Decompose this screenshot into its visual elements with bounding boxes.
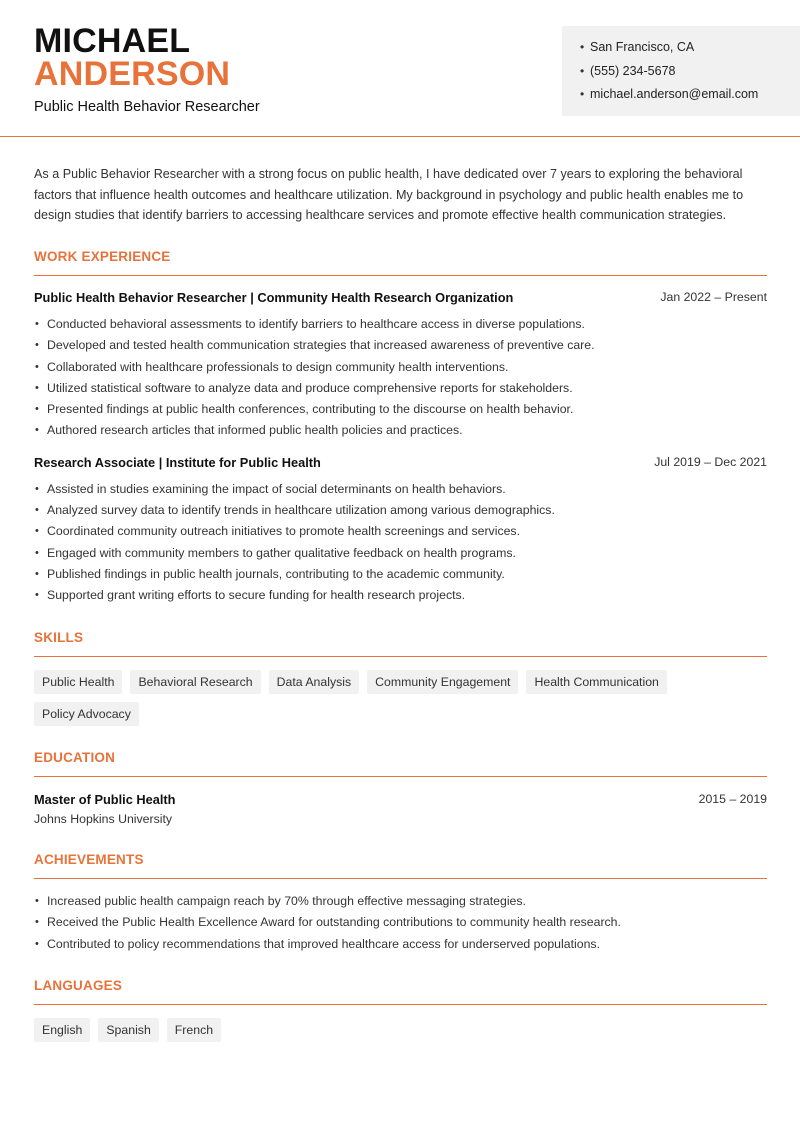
section-title: WORK EXPERIENCE (34, 249, 767, 276)
list-item: • Authored research articles that informed public health policies and practices. (34, 422, 767, 443)
school: Johns Hopkins University (34, 812, 173, 826)
skill-tag: Community Engagement (367, 670, 518, 694)
job-header (34, 290, 767, 316)
first-name: MICHAEL (34, 22, 191, 60)
education-dates: 2015 – 2019 (698, 792, 767, 806)
contact-location: • San Francisco, CA (580, 40, 695, 54)
language-tags (34, 1018, 774, 1050)
job-bullets (34, 316, 767, 444)
degree: Master of Public Health (34, 792, 176, 807)
list-item: • Supported grant writing efforts to secure funding for health research projects. (34, 587, 767, 608)
bullet-icon: • (580, 40, 585, 54)
job-bullets (34, 481, 767, 609)
resume-header (0, 0, 800, 137)
contact-phone: • (555) 234-5678 (580, 63, 676, 78)
job-dates: Jan 2022 – Present (660, 290, 767, 304)
list-item: • Developed and tested health communication strategies that increased awareness of preventive care. (34, 337, 767, 358)
bullet-icon: • (580, 87, 585, 101)
section-title: ACHIEVEMENTS (34, 852, 767, 879)
skill-tag: Data Analysis (269, 670, 360, 694)
language-tag: Spanish (98, 1018, 158, 1042)
last-name: ANDERSON (34, 55, 231, 93)
list-item: • Published findings in public health journals, contributing to the academic community. (34, 566, 767, 587)
skill-tag: Health Communication (526, 670, 666, 694)
work-experience-section (34, 249, 767, 609)
job-role: Public Health Behavior Researcher | Community Health Research Organization (34, 290, 514, 305)
summary: As a Public Behavior Researcher with a strong focus on public health, I have dedicated over 7 years to exploring the behavioral factors that influence health outcomes and healthcare utilization. My background in psychology and public health enables me to design studies that identify barriers to accessing healthcare services and promote effective health communication strategies. (34, 167, 744, 222)
job-dates: Jul 2019 – Dec 2021 (654, 454, 767, 469)
list-item: • Presented findings at public health conferences, contributing to the discourse on health behavior. (34, 401, 767, 422)
list-item: • Engaged with community members to gather qualitative feedback on health programs. (34, 545, 767, 566)
language-tag: English (34, 1018, 90, 1042)
skill-tag: Public Health (34, 670, 122, 694)
skill-tag: Behavioral Research (130, 670, 260, 694)
list-item: • Coordinated community outreach initiatives to promote health screenings and services. (34, 523, 767, 544)
list-item: • Conducted behavioral assessments to identify barriers to healthcare access in diverse populations. (34, 316, 767, 337)
list-item: • Collaborated with healthcare professionals to design community health interventions. (34, 359, 767, 380)
list-item: • Increased public health campaign reach by 70% through effective messaging strategies. (34, 893, 767, 914)
job-title: Public Health Behavior Researcher (34, 99, 260, 115)
section-title: SKILLS (34, 630, 767, 657)
education-section (34, 750, 767, 826)
job-role: Research Associate | Institute for Public Health (34, 454, 321, 470)
list-item: • Received the Public Health Excellence Award for outstanding contributions to community health research. (34, 914, 767, 935)
skills-section (34, 630, 767, 734)
contact-box (562, 26, 800, 116)
education-header (34, 792, 767, 812)
contact-email[interactable]: • michael.anderson@email.com (580, 87, 759, 101)
languages-section (34, 978, 767, 1050)
achievements-section (34, 852, 767, 957)
bullet-icon: • (580, 63, 585, 78)
section-title: EDUCATION (34, 750, 767, 777)
list-item: • Contributed to policy recommendations that improved healthcare access for underserved populations. (34, 936, 767, 957)
list-item: • Assisted in studies examining the impact of social determinants on health behaviors. (34, 481, 767, 502)
skill-tag: Policy Advocacy (34, 702, 139, 726)
language-tag: French (167, 1018, 221, 1042)
section-title: LANGUAGES (34, 978, 767, 1005)
list-item: • Utilized statistical software to analyze data and produce comprehensive reports for stakeholders. (34, 380, 767, 401)
achievement-list (34, 893, 767, 957)
job-header (34, 455, 767, 481)
list-item: • Analyzed survey data to identify trends in healthcare utilization among various demographics. (34, 502, 767, 523)
skills-tags (34, 670, 774, 734)
